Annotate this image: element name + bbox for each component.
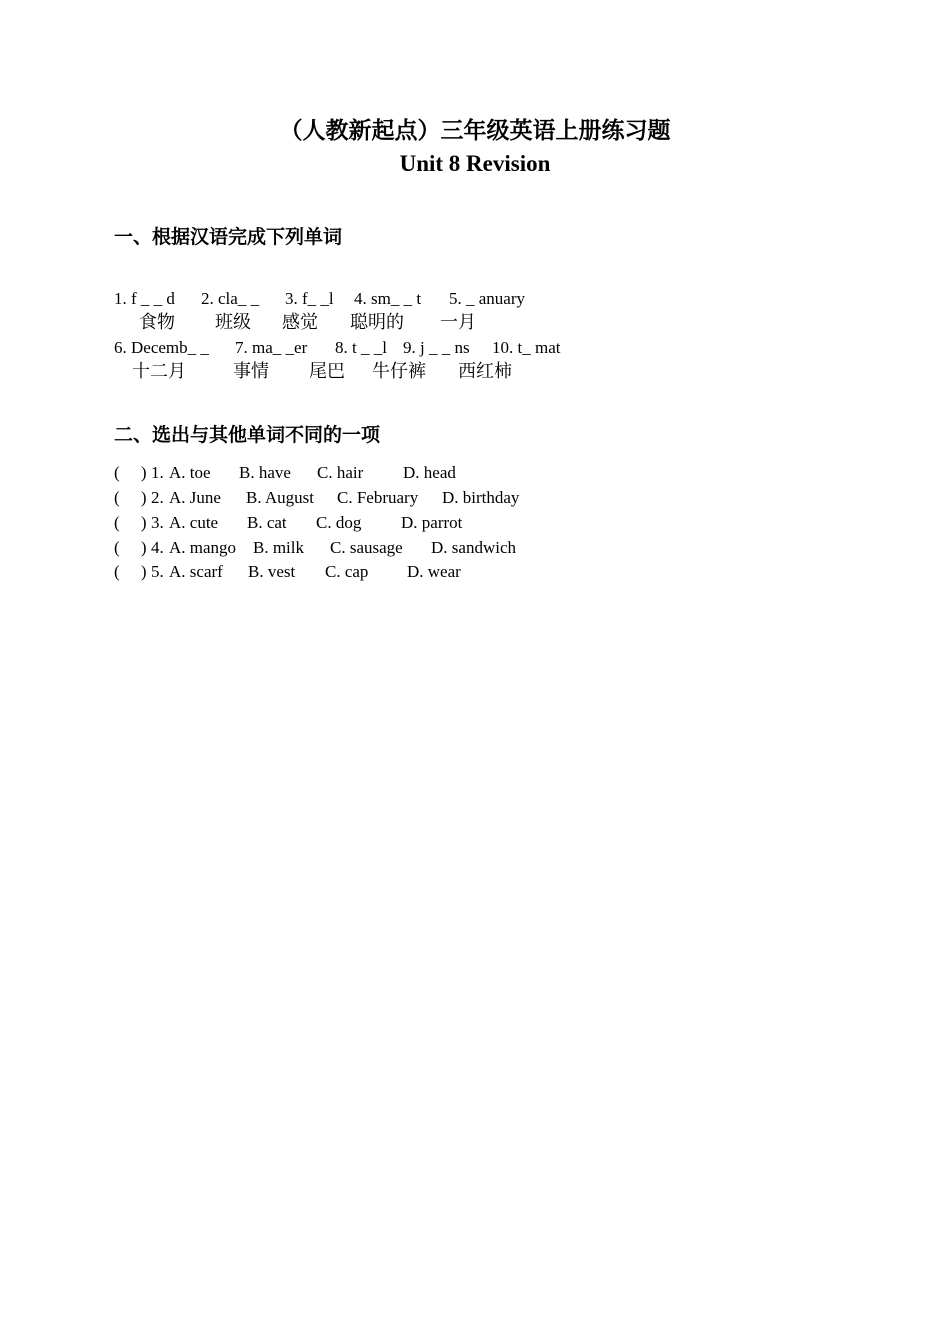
blank-word-10: 10. t_ mat [492,338,561,357]
option-a: A. June [169,488,221,507]
option-c: C. February [337,488,419,507]
option-d: D. birthday [442,488,520,507]
hint-7: 事情 [233,361,269,382]
question-row [114,487,614,509]
question-row [114,537,614,559]
blank-word-6: 6. Decemb_ _ [114,338,209,357]
hint-2: 班级 [215,312,251,333]
blank-word-7: 7. ma_ _er [235,338,308,357]
blank-word-5: 5. _ anuary [449,289,526,308]
option-c: C. hair [317,463,364,482]
option-a: A. toe [169,463,211,482]
blank-word-2: 2. cla_ _ [201,289,260,308]
hint-10: 西红柿 [458,361,512,382]
page-title: （人教新起点）三年级英语上册练习题 [279,118,671,144]
option-d: D. sandwich [431,538,516,557]
option-a: A. mango [169,538,237,557]
question-number: 4. [151,538,164,557]
page-subtitle: Unit 8 Revision [399,151,551,176]
answer-bracket: ( ) [114,488,147,507]
blank-word-3: 3. f_ _l [285,289,334,308]
hint-1: 食物 [139,312,175,333]
question-number: 3. [151,513,164,532]
option-c: C. dog [316,513,362,532]
hint-9: 牛仔裤 [372,361,426,382]
hint-6: 十二月 [132,361,186,382]
blank-word-4: 4. sm_ _ t [354,289,422,308]
option-b: B. cat [247,513,287,532]
option-d: D. parrot [401,513,463,532]
option-b: B. have [239,463,291,482]
option-c: C. cap [325,562,369,581]
question-row [114,462,614,484]
hint-5: 一月 [440,312,476,333]
option-a: A. scarf [169,562,223,581]
blank-word-1: 1. f _ _ d [114,289,175,308]
option-b: B. vest [248,562,296,581]
section-2-heading: 二、选出与其他单词不同的一项 [114,424,381,446]
question-row [114,512,614,534]
question-number: 2. [151,488,164,507]
section-1-heading: 一、根据汉语完成下列单词 [114,226,343,248]
answer-bracket: ( ) [114,562,147,581]
option-d: D. wear [407,562,461,581]
answer-bracket: ( ) [114,538,147,557]
question-number: 1. [151,463,164,482]
option-c: C. sausage [330,538,403,557]
option-b: B. August [246,488,315,507]
question-number: 5. [151,562,164,581]
blank-word-8: 8. t _ _l [335,338,387,357]
option-a: A. cute [169,513,219,532]
answer-bracket: ( ) [114,513,147,532]
answer-bracket: ( ) [114,463,147,482]
hint-4: 聪明的 [350,312,404,333]
blank-word-9: 9. j _ _ ns [403,338,470,357]
option-b: B. milk [253,538,305,557]
option-d: D. head [403,463,456,482]
question-row [114,561,614,583]
hint-8: 尾巴 [309,361,345,382]
hint-3: 感觉 [282,312,318,333]
